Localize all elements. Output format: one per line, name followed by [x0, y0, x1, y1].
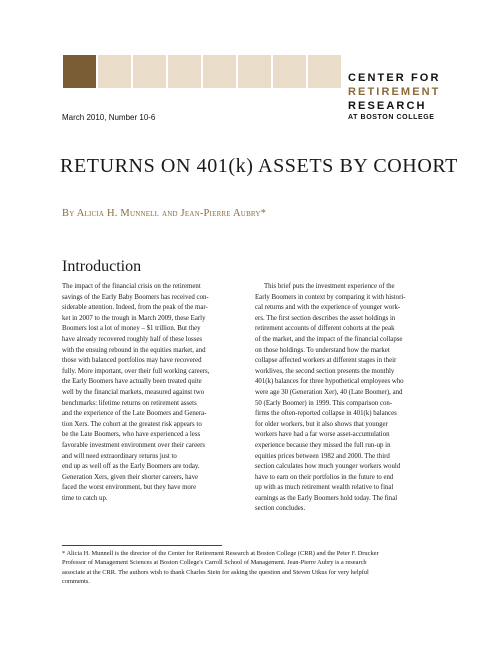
logo-square-light: [98, 55, 131, 88]
footnote-line: comments.: [62, 578, 90, 586]
text-line: fully. More important, over their full working careers,: [62, 367, 210, 375]
text-line: experience because they missed the full run-up in: [255, 441, 391, 449]
text-line: and will need extraordinary returns just to: [62, 452, 177, 460]
text-line: workers have had a far worse asset-accumulation: [255, 431, 390, 439]
text-line: Generation Xers, given their shorter careers, have: [62, 473, 199, 481]
text-line: tion Xers. The cohort at the greatest risk appears to: [62, 420, 202, 428]
logo-squares: [63, 48, 393, 88]
text-line: ket in 2007 to the trough in March 2009, these Early: [62, 314, 206, 322]
brand-line4: AT BOSTON COLLEGE: [348, 114, 435, 121]
text-line: earnings as the Early Boomers hold today. The final: [255, 494, 398, 502]
text-line: have already recovered roughly half of these losses: [62, 335, 203, 343]
text-line: equities prices between 1982 and 2000. The third: [255, 452, 390, 460]
text-line: section calculates how much younger workers would: [255, 463, 401, 471]
brand-line1: CENTER FOR: [348, 72, 441, 84]
text-line: retirement accounts of different cohorts at the peak: [255, 325, 395, 333]
logo-square-light: [133, 55, 166, 88]
text-line: collapse affected workers at different stages in their: [255, 357, 397, 365]
text-line: 50 (Early Boomer) in 1999. This comparison con-: [255, 399, 393, 407]
text-line: those with balanced portfolios may have recovered: [62, 357, 202, 365]
text-line: for older workers, but it also shows that younger: [255, 420, 388, 428]
text-line: This brief puts the investment experience of the: [264, 283, 395, 290]
text-line: were age 30 (Generation Xer), 40 (Late Boomer), and: [255, 388, 403, 396]
text-line: section concludes.: [255, 505, 306, 513]
footnote-line: Professor of Management Sciences at Boston College's Carroll School of Management. Jean-Pierre Aubry is a research: [62, 559, 367, 567]
brand-logo: [348, 71, 478, 123]
text-line: benchmarks: lifetime returns on retirement assets: [62, 399, 197, 407]
issue-date: March 2010, Number 10-6: [62, 113, 156, 122]
text-line: up with as much retirement wealth relative to final: [255, 484, 394, 492]
text-line: savings of the Early Baby Boomers has received con-: [62, 293, 209, 301]
text-line: of the market, and the impact of the financial collapse: [255, 335, 403, 343]
footnote-line: associate at the CRR. The authors wish to thank Charles Stein for asking the question and Steven Utkus for very helpful: [62, 568, 369, 576]
text-line: time to catch up.: [62, 494, 108, 502]
brand-line2: RETIREMENT: [348, 86, 441, 98]
brand-line3: RESEARCH: [348, 100, 427, 112]
footnote-line: * Alicia H. Munnell is the director of the Center for Retirement Research at Boston College (CRR) and the Peter F. Drucker: [62, 550, 379, 557]
logo-square-light: [308, 55, 341, 88]
text-line: ers. The first section describes the asset holdings in: [255, 314, 396, 322]
section-heading: Introduction: [62, 258, 142, 275]
body-column-left: [62, 282, 250, 504]
logo-square-light: [273, 55, 306, 88]
text-line: 401(k) balances for three hypothetical employees who: [255, 378, 404, 386]
text-line: favorable investment environment over their careers: [62, 441, 206, 449]
text-line: on those holdings. To understand how the market: [255, 346, 390, 354]
text-line: firms the often-reported collapse in 401(k) balances: [255, 410, 397, 418]
text-line: the Early Boomers have actually been treated quite: [62, 378, 202, 386]
logo-square-light: [238, 55, 271, 88]
text-line: Boomers lost a lot of money – $1 trillion. But they: [62, 325, 201, 333]
text-line: and the experience of the Late Boomers and Genera-: [62, 410, 207, 418]
text-line: be the Late Boomers, who have experienced a less: [62, 431, 201, 439]
text-line: siderable attention. Indeed, from the peak of the mar-: [62, 304, 208, 312]
text-line: Early Boomers in context by comparing it with histori-: [255, 293, 406, 301]
logo-square-light: [203, 55, 236, 88]
body-column-right: [255, 282, 443, 515]
text-line: end up as well off as the Early Boomers are today.: [62, 463, 200, 471]
logo-square-light: [168, 55, 201, 88]
text-line: well by the financial markets, measured against two: [62, 388, 205, 396]
text-line: worklives, the second section presents the monthly: [255, 367, 395, 375]
logo-square-dark: [63, 55, 96, 88]
text-line: with the ensuing rebound in the equities market, and: [62, 346, 206, 354]
page-title: RETURNS ON 401(k) ASSETS BY COHORT: [60, 155, 458, 177]
text-line: The impact of the financial crisis on the retirement: [62, 283, 201, 290]
text-line: cal returns and with the experience of younger work-: [255, 304, 401, 312]
text-line: have to earn on their portfolios in the future to end: [255, 473, 394, 481]
footnote-divider: [62, 545, 222, 546]
authors-line: By Alicia H. Munnell and Jean-Pierre Aubry*: [62, 208, 267, 219]
text-line: faced the worst environment, but they have more: [62, 484, 197, 492]
footnote: [62, 549, 452, 587]
